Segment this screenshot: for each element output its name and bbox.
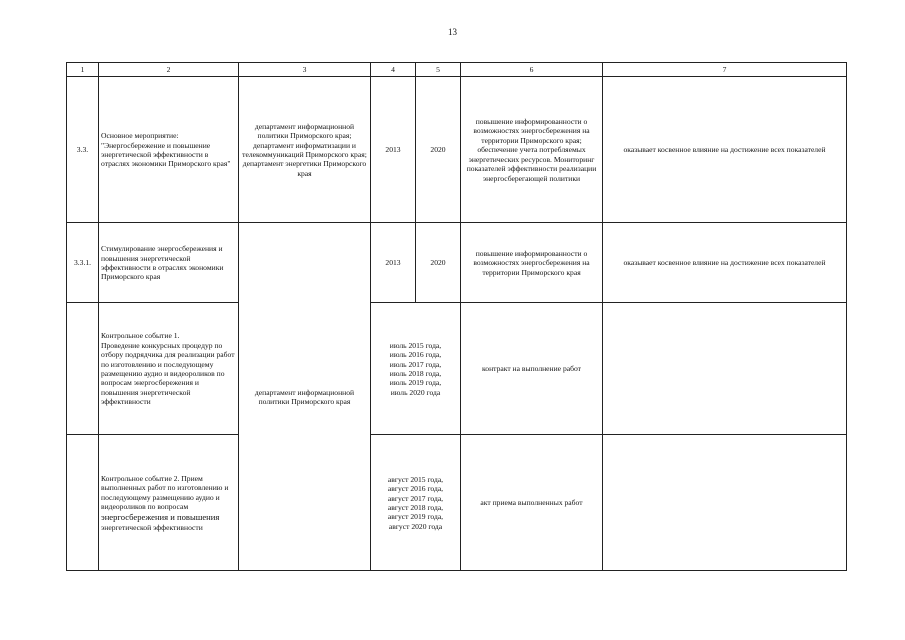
event-dates: август 2015 года, август 2016 года, август 2017 года, август 2018 года, август 2019 года, август 2020 года [371,435,461,571]
expected-result: контракт на выполнение работ [461,303,603,435]
expected-result: повышение информированности о возможностях энергосбережения на территории Приморского края [461,223,603,303]
end-year: 2020 [416,223,461,303]
measure-name: Основное мероприятие: "Энергосбережение и повышение энергетической эффективности в отраслях экономики Приморского края" [99,77,239,223]
header-cell: 3 [239,63,371,77]
indicator-influence [603,303,847,435]
control-event-2 [99,435,239,571]
expected-result: повышение информированности о возможностях энергосбережения на территории Приморского края; обеспечение учета потребляемых энергетических ресурсов. Мониторинг показателей эффективности реализации энергосберегающей политики [461,77,603,223]
table-row [67,303,847,435]
measures-table [66,62,847,571]
table-row [67,435,847,571]
control-event-1: Контрольное событие 1. Проведение конкурсных процедур по отбору подрядчика для реализации работ по изготовлению и последующему размещению аудио и видеороликов по вопросам энергосбережения и повышения энергетической эффективности [99,303,239,435]
control-event-2-text-large: энергосбережения и повышения [101,511,220,522]
indicator-influence: оказывает косвенное влияние на достижение всех показателей [603,223,847,303]
row-number [67,303,99,435]
shared-executor-cell [239,223,371,571]
header-cell: 5 [416,63,461,77]
control-event-2-text: Контрольное событие 2. Прием выполненных работ по изготовлению и последующему размещению аудио и видеороликов по вопросам [101,473,229,512]
header-cell: 2 [99,63,239,77]
row-number: 3.3. [67,77,99,223]
table-row [67,223,847,303]
header-row [67,63,847,77]
control-event-2-text-end: энергетической эффективности [101,522,203,532]
event-dates: июль 2015 года, июль 2016 года, июль 2017 года, июль 2018 года, июль 2019 года, июль 2020 года [371,303,461,435]
measure-name: Стимулирование энергосбережения и повышения энергетической эффективности в отраслях экономики Приморского края [99,223,239,303]
shared-executor: департамент информационной политики Приморского края [254,387,355,406]
header-cell: 4 [371,63,416,77]
indicator-influence [603,435,847,571]
row-number: 3.3.1. [67,223,99,303]
start-year: 2013 [371,77,416,223]
executor: департамент информационной политики Приморского края; департамент информатизации и телекоммуникаций Приморского края; департамент энергетики Приморского края [239,77,371,223]
end-year: 2020 [416,77,461,223]
indicator-influence: оказывает косвенное влияние на достижение всех показателей [603,77,847,223]
header-cell: 7 [603,63,847,77]
page-number: 13 [448,27,457,37]
expected-result: акт приема выполненных работ [461,435,603,571]
row-number [67,435,99,571]
table-row [67,77,847,223]
header-cell: 6 [461,63,603,77]
header-cell: 1 [67,63,99,77]
start-year: 2013 [371,223,416,303]
